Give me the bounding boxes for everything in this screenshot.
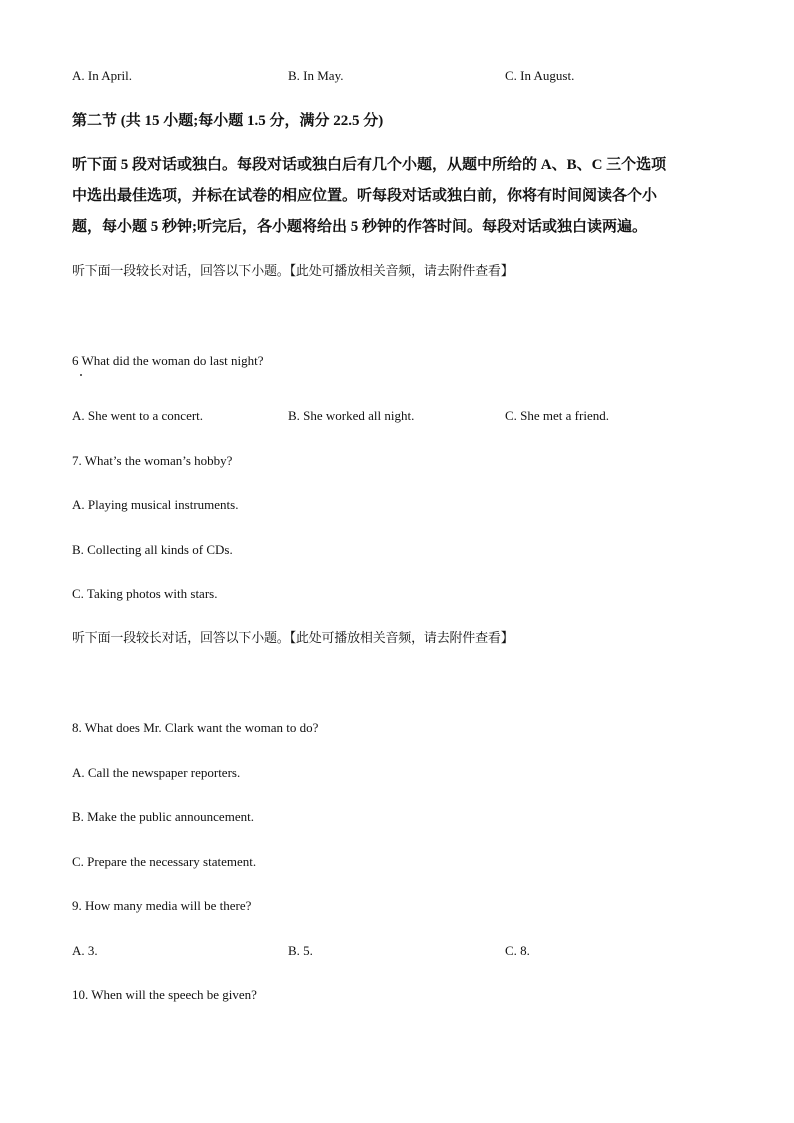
question-9: 9. How many media will be there? — [72, 898, 252, 913]
q7-option-b: B. Collecting all kinds of CDs. — [72, 542, 233, 557]
q5-option-c: C. In August. — [505, 68, 575, 83]
q7-option-c: C. Taking photos with stars. — [72, 586, 218, 601]
instructions-line-1: 听下面 5 段对话或独白。每段对话或独白后有几个小题，从题中所给的 A、B、C 三个选项 — [72, 157, 667, 173]
q8-option-c: C. Prepare the necessary statement. — [72, 854, 257, 869]
q9-option-a: A. 3. — [72, 943, 98, 958]
instructions-line-3: 题，每小题 5 秒钟;听完后，各小题将给出 5 秒钟的作答时间。每段对话或独白读两遍。 — [72, 219, 647, 235]
audio-note: 听下面一段较长对话，回答以下小题。【此处可播放相关音频，请去附件查看】 — [72, 631, 514, 646]
q9-option-b: B. 5. — [288, 943, 313, 958]
q9-option-c: C. 8. — [505, 943, 530, 958]
q5-option-b: B. In May. — [288, 68, 344, 83]
q8-option-b: B. Make the public announcement. — [72, 809, 254, 824]
q8-option-a: A. Call the newspaper reporters. — [72, 765, 241, 780]
question-6: 6 What did the woman do last night? — [72, 353, 264, 368]
q6-option-b: B. She worked all night. — [288, 408, 415, 423]
question-8: 8. What does Mr. Clark want the woman to do? — [72, 720, 319, 735]
audio-note: 听下面一段较长对话，回答以下小题。【此处可播放相关音频，请去附件查看】 — [72, 264, 514, 279]
stray-dot — [80, 374, 82, 376]
instructions-line-2: 中选出最佳选项，并标在试卷的相应位置。听每段对话或独白前，你将有时间阅读各个小 — [72, 188, 658, 204]
q7-option-a: A. Playing musical instruments. — [72, 497, 239, 512]
q5-option-a: A. In April. — [72, 68, 132, 83]
section-instructions — [72, 150, 722, 243]
question-7: 7. What’s the woman’s hobby? — [72, 453, 233, 468]
section-heading: 第二节 (共 15 小题;每小题 1.5 分，满分 22.5 分) — [72, 113, 384, 129]
q6-option-a: A. She went to a concert. — [72, 408, 204, 423]
question-10: 10. When will the speech be given? — [72, 987, 257, 1002]
q6-option-c: C. She met a friend. — [505, 408, 609, 423]
